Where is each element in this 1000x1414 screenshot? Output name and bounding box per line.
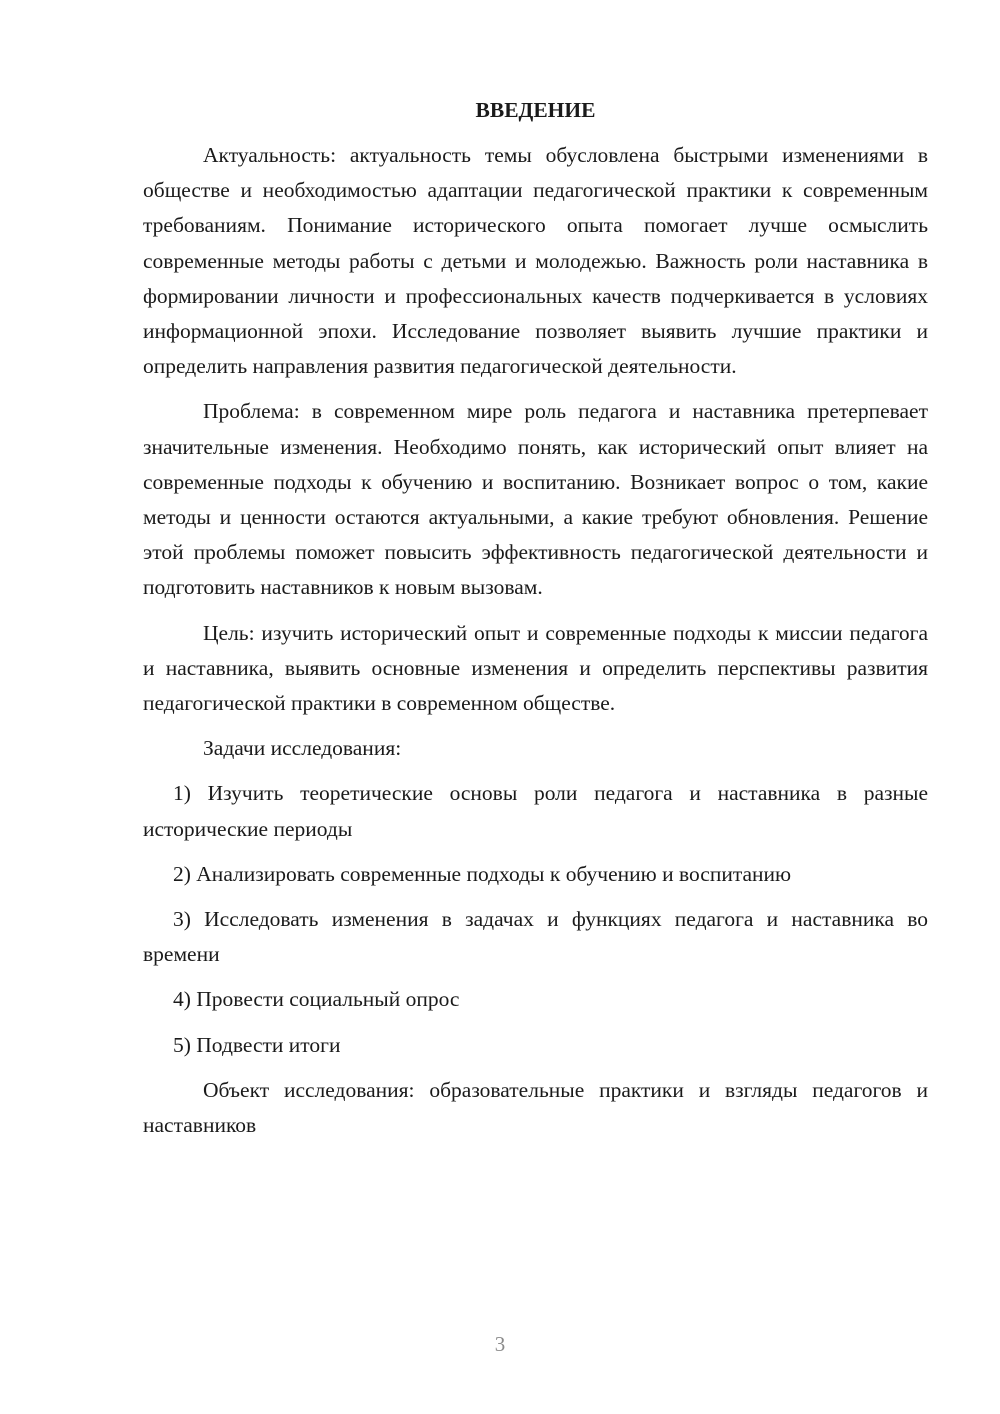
- goal-paragraph: Цель: изучить исторический опыт и современные подходы к миссии педагога и наставника, выявить основные изменения и определить перспективы развития педагогической практики в современном обществе.: [143, 620, 928, 716]
- task-item: 2) Анализировать современные подходы к обучению и воспитанию: [173, 861, 792, 886]
- task-item: 3) Исследовать изменения в задачах и функциях педагога и наставника во времени: [143, 907, 928, 967]
- task-item: 1) Изучить теоретические основы роли педагога и наставника в разные исторические периоды: [143, 781, 928, 841]
- problem-paragraph: Проблема: в современном мире роль педагога и наставника претерпевает значительные изменения. Необходимо понять, как исторический опыт влияет на современные подходы к обучению и воспитанию. Возникает вопрос о том, какие методы и ценности остаются актуальными, а какие требуют обновления. Решение этой проблемы поможет повысить эффективность педагогической деятельности и подготовить наставников к новым вызовам.: [143, 399, 928, 600]
- task-item: 5) Подвести итоги: [173, 1032, 341, 1057]
- task-item: 4) Провести социальный опрос: [173, 987, 460, 1012]
- document-page: [143, 92, 928, 1153]
- section-title: ВВЕДЕНИЕ: [475, 98, 596, 122]
- relevance-paragraph: Актуальность: актуальность темы обусловлена быстрыми изменениями в обществе и необходимостью адаптации педагогической практики к современным требованиям. Понимание исторического опыта помогает лучше осмыслить современные методы работы с детьми и молодежью. Важность роли наставника в формировании личности и профессиональных качеств подчеркивается в условиях информационной эпохи. Исследование позволяет выявить лучшие практики и определить направления развития педагогической деятельности.: [143, 143, 928, 379]
- tasks-heading: Задачи исследования:: [203, 736, 402, 761]
- page-number: 3: [494, 1332, 506, 1356]
- object-paragraph: Объект исследования: образовательные практики и взгляды педагогов и наставников: [143, 1077, 928, 1138]
